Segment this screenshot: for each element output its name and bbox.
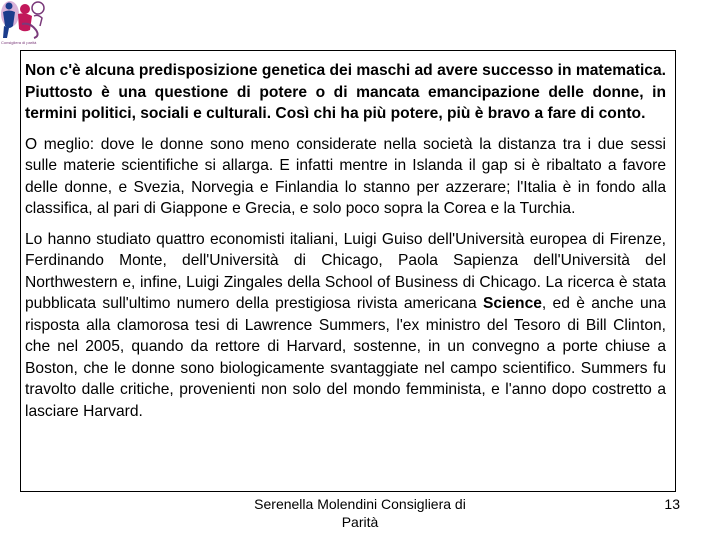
- paragraph-2: O meglio: dove le donne sono meno considerate nella società la distanza tra i due sessi sulle materie scientifiche si allarga. E infatti mentre in Islanda il gap si è ribaltato a favore delle donne, e Svezia, Norvegia e Finlandia lo stanno per azzerare; l'Italia è in fondo alla classifica, al pari di Giappone e Grecia, e solo poco sopra la Corea e la Turchia.: [25, 135, 666, 217]
- paragraph-3: [25, 229, 666, 423]
- paragraph-3-part-2: , ed è anche una risposta alla clamorosa tesi di Lawrence Summers, l'ex ministro del Tesoro di Bill Clinton, che nel 2005, quando da rettore di Harvard, sostenne, in un convegno a porte chiuse a Boston, che le donne sono biologicamente svantaggiate nel campo scientifico. Summers fu travolto dalle critiche, provenienti non solo del mondo femminista, e l'anno dopo costretto a lasciare Harvard.: [25, 295, 666, 420]
- page-number: 13: [664, 496, 680, 512]
- paragraph-1: Non c'è alcuna predisposizione genetica dei maschi ad avere successo in matematica. Piuttosto è una questione di potere o di mancata emancipazione delle donne, in termini politici, sociali e culturali. Così chi ha più potere, più è bravo a fare di conto.: [25, 62, 666, 122]
- paragraph-3-part-1: Lo hanno studiato quattro economisti italiani, Luigi Guiso dell'Università europea di Firenze, Ferdinando Monte, dell'Università di Chicago, Paola Sapienza dell'Università del Northwestern e, infine, Luigi Zingales della School of Business di Chicago. La ricerca è stata pubblicata sull'ultimo numero della prestigiosa rivista americana: [25, 230, 666, 312]
- women-silhouettes-logo-icon: [0, 0, 46, 40]
- logo: [0, 0, 46, 46]
- journal-name: Science: [482, 295, 542, 312]
- text-box: [20, 50, 676, 492]
- logo-caption: Consigliera di parità: [1, 40, 37, 45]
- footer-author: Serenella Molendini Consigliera di Parità: [254, 496, 466, 530]
